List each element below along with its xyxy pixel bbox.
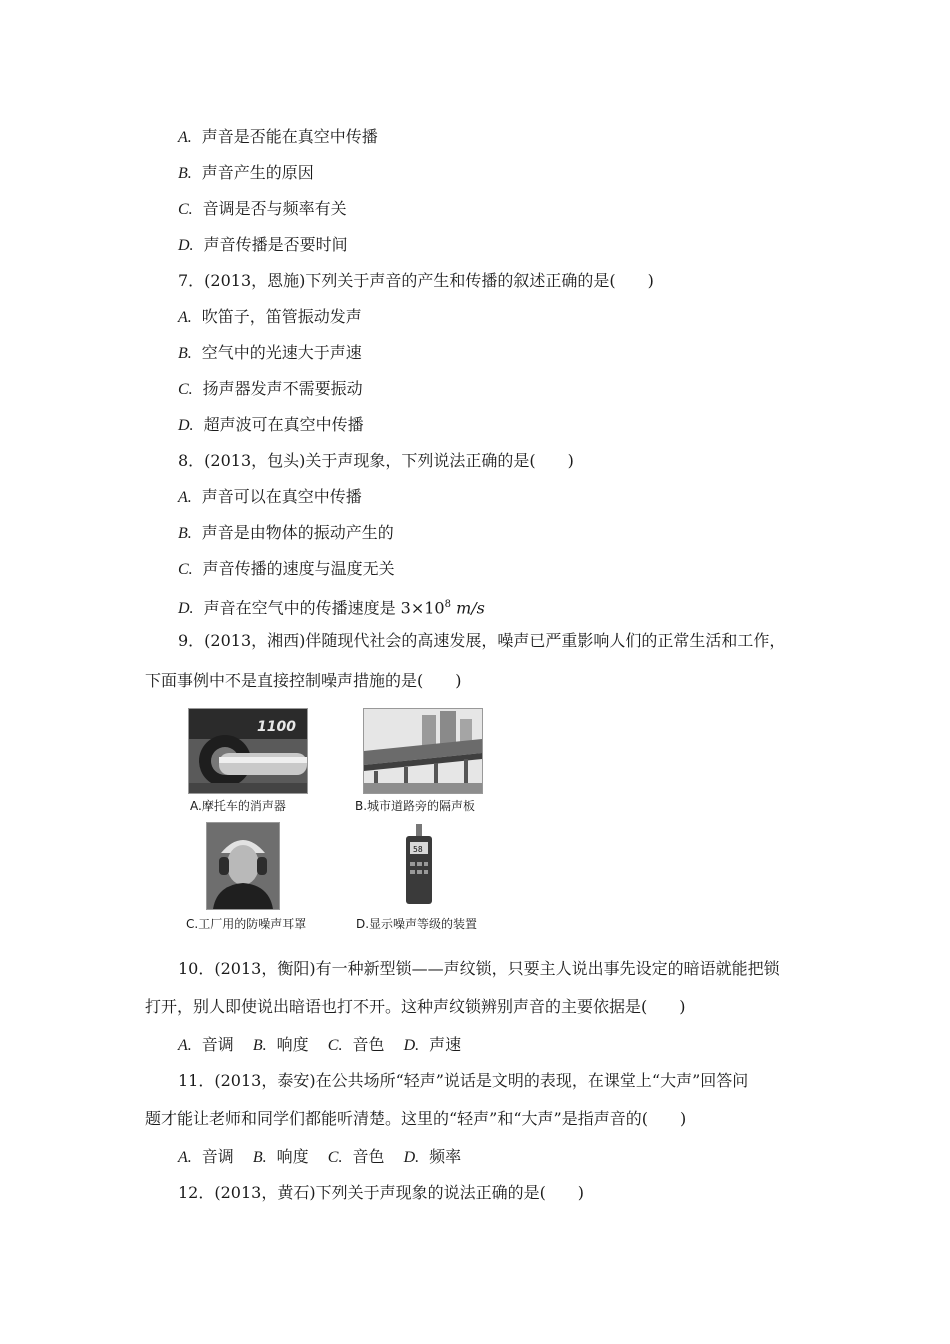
q8-option-a: A. 声音可以在真空中传播	[178, 487, 362, 506]
q8-option-c: C. 声音传播的速度与温度无关	[178, 559, 395, 578]
q10-stem-line2: 打开，别人即使说出暗语也打不开。这种声纹锁辨别声音的主要依据是( )	[145, 997, 686, 1016]
q7-stem: 7．(2013，恩施)下列关于声音的产生和传播的叙述正确的是( )	[178, 271, 654, 290]
q10-stem-line1: 10．(2013，衡阳)有一种新型锁——声纹锁，只要主人说出事先设定的暗语就能把锁	[178, 959, 780, 978]
q6-option-c: C. 音调是否与频率有关	[178, 199, 347, 218]
q12-stem: 12．(2013，黄石)下列关于声现象的说法正确的是( )	[178, 1183, 585, 1202]
q8-unit: m/s	[456, 598, 485, 618]
q7-option-b: B. 空气中的光速大于声速	[178, 343, 362, 362]
bike-badge-text: 1100	[257, 719, 296, 735]
q7-option-c: C. 扬声器发声不需要振动	[178, 379, 363, 398]
sound-barrier-photo	[363, 708, 483, 794]
q11-options: A. 音调 B. 响度 C. 音色 D. 频率	[178, 1147, 462, 1166]
q9-stem-line2: 下面事例中不是直接控制噪声措施的是( )	[145, 671, 462, 690]
q9-caption-c: C.工厂用的防噪声耳罩	[186, 917, 307, 931]
noise-meter-photo	[380, 822, 460, 908]
q9-caption-d: D.显示噪声等级的装置	[356, 917, 478, 931]
ear-muffs-worker-photo	[206, 822, 280, 910]
q7-option-a: A. 吹笛子，笛管振动发声	[178, 307, 362, 326]
q6-option-b: B. 声音产生的原因	[178, 163, 314, 182]
q9-stem-line1: 9．(2013，湘西)伴随现代社会的高速发展，噪声已严重影响人们的正常生活和工作，	[178, 631, 786, 650]
q8-option-b: B. 声音是由物体的振动产生的	[178, 523, 394, 542]
q9-caption-a: A.摩托车的消声器	[190, 799, 286, 813]
q11-stem-line2: 题才能让老师和同学们都能听清楚。这里的“轻声”和“大声”是指声音的( )	[145, 1109, 687, 1128]
q8-option-d: D. 声音在空气中的传播速度是 $3\times 10^8$ m/s	[178, 598, 485, 618]
q6-option-a: A. 声音是否能在真空中传播	[178, 127, 378, 146]
q9-caption-b: B.城市道路旁的隔声板	[355, 799, 476, 813]
q8-exponent: 8	[444, 599, 451, 610]
q10-options: A. 音调 B. 响度 C. 音色 D. 声速	[178, 1035, 462, 1054]
q11-stem-line1: 11．(2013，泰安)在公共场所“轻声”说话是文明的表现，在课堂上“大声”回答问	[178, 1071, 749, 1090]
motorcycle-muffler-photo	[188, 708, 308, 794]
q8-stem: 8．(2013，包头)关于声现象，下列说法正确的是( )	[178, 451, 574, 470]
q6-option-d: D. 声音传播是否要时间	[178, 235, 348, 254]
q7-option-d: D. 超声波可在真空中传播	[178, 415, 364, 434]
meter-reading: 58	[413, 845, 423, 854]
